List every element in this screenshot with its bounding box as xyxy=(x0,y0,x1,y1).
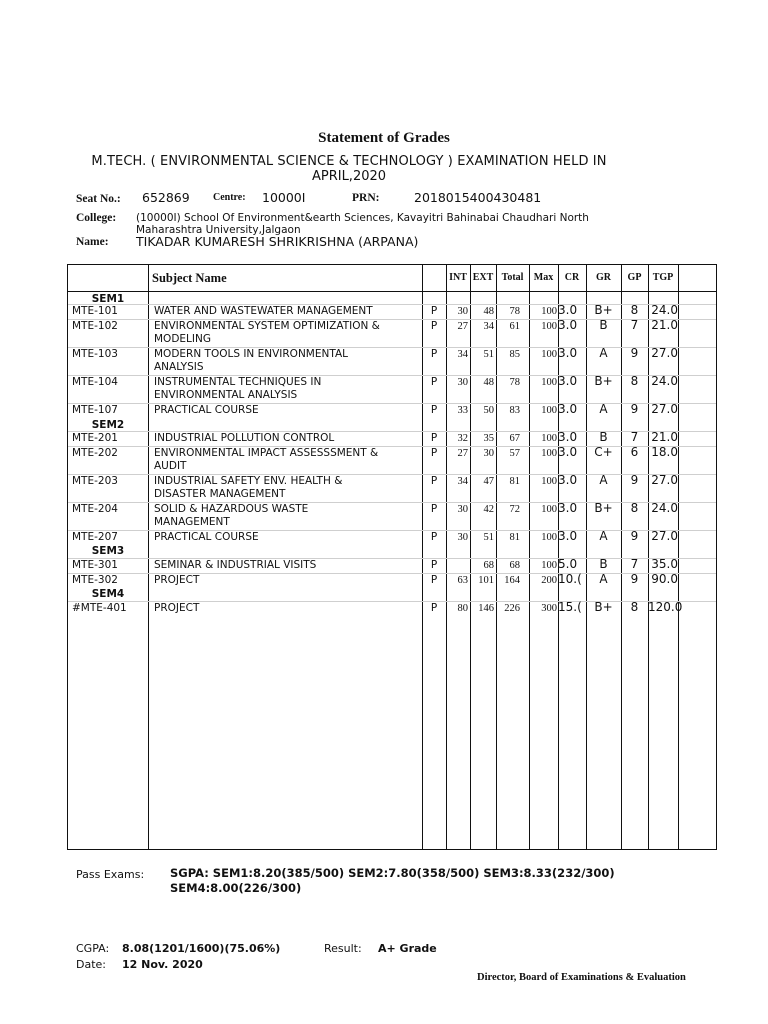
semester-label: SEM3 xyxy=(91,545,125,557)
cell-cr: 3.0 xyxy=(558,402,578,416)
cell-int: 33 xyxy=(457,405,468,416)
cell-p: P xyxy=(430,475,438,487)
cell-gp: 6 xyxy=(630,445,639,459)
cell-int: 30 xyxy=(457,306,468,317)
cell-ext: 50 xyxy=(483,405,494,416)
cell-max: 200 xyxy=(541,575,557,586)
cell-int: 63 xyxy=(457,575,468,586)
name-value: TIKADAR KUMARESH SHRIKRISHNA (ARPANA) xyxy=(136,234,419,249)
page-title: Statement of Grades xyxy=(318,130,450,146)
cell-ext: 48 xyxy=(483,377,494,388)
cell-max: 100 xyxy=(541,306,557,317)
cell-cr: 15.( xyxy=(558,600,582,614)
cell-int: 34 xyxy=(457,476,468,487)
cell-cr: 10.( xyxy=(558,572,582,586)
cell-ext: 35 xyxy=(483,433,494,444)
subject-name-cont: MODELING xyxy=(154,333,211,345)
cell-gp: 8 xyxy=(630,303,639,317)
centre-value: 10000I xyxy=(262,190,306,205)
cell-gp: 8 xyxy=(630,600,639,614)
subject-code: MTE-103 xyxy=(72,348,118,360)
prn-value: 2018015400430481 xyxy=(414,190,542,205)
cell-total: 72 xyxy=(509,504,520,515)
header-total: Total xyxy=(501,272,524,283)
cell-max: 100 xyxy=(541,448,557,459)
cell-ext: 146 xyxy=(478,603,494,614)
date-value: 12 Nov. 2020 xyxy=(122,958,203,971)
cell-cr: 3.0 xyxy=(558,318,578,332)
pass-exams-label: Pass Exams: xyxy=(76,868,145,881)
cell-gp: 9 xyxy=(630,473,639,487)
header-int: INT xyxy=(449,272,467,283)
cell-total: 67 xyxy=(509,433,520,444)
cell-ext: 51 xyxy=(483,349,494,360)
prn-label: PRN: xyxy=(352,192,380,204)
cell-int: 27 xyxy=(457,321,468,332)
cell-gr: B+ xyxy=(594,600,613,614)
subject-code: MTE-102 xyxy=(72,320,118,332)
college-line-1: (10000I) School Of Environment&earth Sciences, Kavayitri Bahinabai Chaudhari North xyxy=(136,212,589,224)
cell-int: 30 xyxy=(457,377,468,388)
header-cr: CR xyxy=(564,272,580,283)
cell-gr: B xyxy=(599,557,608,571)
header-subject: Subject Name xyxy=(152,271,227,285)
subject-name: PROJECT xyxy=(154,602,200,614)
cell-gr: B+ xyxy=(594,374,613,388)
cell-gr: A xyxy=(599,529,608,543)
cell-max: 100 xyxy=(541,433,557,444)
cell-max: 100 xyxy=(541,405,557,416)
cell-gp: 9 xyxy=(630,346,639,360)
result-label: Result: xyxy=(324,942,362,955)
cell-gr: B+ xyxy=(594,501,613,515)
cell-gp: 8 xyxy=(630,374,639,388)
cell-tgp: 24.0 xyxy=(651,374,678,388)
cell-ext: 68 xyxy=(483,560,494,571)
cell-ext: 34 xyxy=(483,321,494,332)
cell-p: P xyxy=(430,531,438,543)
cell-tgp: 24.0 xyxy=(651,501,678,515)
cell-p: P xyxy=(430,559,438,571)
subject-code: MTE-104 xyxy=(72,376,118,388)
cell-gr: A xyxy=(599,402,608,416)
subject-name: PRACTICAL COURSE xyxy=(154,404,259,416)
name-label: Name: xyxy=(76,236,109,248)
cell-p: P xyxy=(430,348,438,360)
college-line-2: Maharashtra University,Jalgaon xyxy=(136,224,301,236)
cell-cr: 3.0 xyxy=(558,303,578,317)
cell-tgp: 24.0 xyxy=(651,303,678,317)
cell-max: 100 xyxy=(541,476,557,487)
cell-gr: A xyxy=(599,473,608,487)
subject-code: MTE-204 xyxy=(72,503,118,515)
cell-p: P xyxy=(430,503,438,515)
cell-cr: 3.0 xyxy=(558,529,578,543)
cell-total: 83 xyxy=(509,405,520,416)
cell-cr: 3.0 xyxy=(558,445,578,459)
header-max: Max xyxy=(533,272,554,283)
cell-gr: B+ xyxy=(594,303,613,317)
grade-table xyxy=(67,264,717,850)
seat-value: 652869 xyxy=(142,190,190,205)
subject-name-cont: ENVIRONMENTAL ANALYSIS xyxy=(154,389,298,401)
cell-tgp: 90.0 xyxy=(651,572,678,586)
date-label: Date: xyxy=(76,958,106,971)
header-gp: GP xyxy=(627,272,642,283)
college-label: College: xyxy=(76,212,117,224)
subject-name-cont: DISASTER MANAGEMENT xyxy=(154,488,286,500)
cell-max: 100 xyxy=(541,321,557,332)
cell-gp: 9 xyxy=(630,572,639,586)
signature-title: Director, Board of Examinations & Evaluation xyxy=(477,972,686,983)
subject-code: MTE-201 xyxy=(72,432,118,444)
subject-name: INDUSTRIAL POLLUTION CONTROL xyxy=(154,432,335,444)
cell-tgp: 18.0 xyxy=(651,445,678,459)
subject-name: SEMINAR & INDUSTRIAL VISITS xyxy=(154,559,317,571)
cell-cr: 3.0 xyxy=(558,430,578,444)
subject-name: INSTRUMENTAL TECHNIQUES IN xyxy=(154,376,322,388)
subject-code: MTE-107 xyxy=(72,404,118,416)
cell-int: 30 xyxy=(457,532,468,543)
cell-cr: 3.0 xyxy=(558,346,578,360)
cell-max: 100 xyxy=(541,560,557,571)
cell-gp: 7 xyxy=(630,430,639,444)
subject-name-cont: MANAGEMENT xyxy=(154,516,230,528)
cell-total: 78 xyxy=(509,306,520,317)
exam-title-line-2: APRIL,2020 xyxy=(311,169,387,184)
cell-total: 85 xyxy=(509,349,520,360)
subject-code: MTE-101 xyxy=(72,305,118,317)
cell-tgp: 21.0 xyxy=(651,430,678,444)
cell-total: 226 xyxy=(504,603,520,614)
cell-cr: 3.0 xyxy=(558,501,578,515)
subject-code: MTE-202 xyxy=(72,447,118,459)
cell-ext: 51 xyxy=(483,532,494,543)
cell-tgp: 27.0 xyxy=(651,529,678,543)
cell-gr: A xyxy=(599,346,608,360)
header-tgp: TGP xyxy=(652,272,674,283)
subject-name: MODERN TOOLS IN ENVIRONMENTAL xyxy=(154,348,348,360)
cell-gp: 8 xyxy=(630,501,639,515)
subject-name: SOLID & HAZARDOUS WASTE xyxy=(154,503,309,515)
cell-p: P xyxy=(430,376,438,388)
cell-gp: 7 xyxy=(630,318,639,332)
subject-code: MTE-203 xyxy=(72,475,118,487)
cell-gr: A xyxy=(599,572,608,586)
cell-max: 100 xyxy=(541,532,557,543)
cell-gp: 9 xyxy=(630,529,639,543)
cell-p: P xyxy=(430,602,438,614)
centre-label: Centre: xyxy=(213,192,246,203)
cell-int: 30 xyxy=(457,504,468,515)
header-gr: GR xyxy=(596,272,611,283)
result-value: A+ Grade xyxy=(378,942,437,955)
cell-p: P xyxy=(430,305,438,317)
cell-max: 100 xyxy=(541,504,557,515)
sgpa-summary: SGPA: SEM1:8.20(385/500) SEM2:7.80(358/500) SEM3:8.33(232/300) SEM4:8.00(226/300) xyxy=(170,866,615,895)
cell-tgp: 27.0 xyxy=(651,346,678,360)
cell-p: P xyxy=(430,404,438,416)
subject-name-cont: AUDIT xyxy=(154,460,187,472)
seat-label: Seat No.: xyxy=(76,193,121,205)
cell-int: 80 xyxy=(457,603,468,614)
semester-label: SEM1 xyxy=(91,293,125,305)
cell-gr: B xyxy=(599,430,608,444)
cell-ext: 42 xyxy=(483,504,494,515)
exam-title-line-1: M.TECH. ( ENVIRONMENTAL SCIENCE & TECHNOLOGY ) EXAMINATION HELD IN xyxy=(91,154,607,169)
cell-int: 27 xyxy=(457,448,468,459)
subject-code: #MTE-401 xyxy=(72,602,127,614)
semester-label: SEM2 xyxy=(91,419,125,431)
cell-p: P xyxy=(430,574,438,586)
subject-name: INDUSTRIAL SAFETY ENV. HEALTH & xyxy=(154,475,343,487)
semester-label: SEM4 xyxy=(91,588,125,600)
col-divider xyxy=(148,265,149,849)
cell-cr: 5.0 xyxy=(558,557,578,571)
cell-total: 68 xyxy=(509,560,520,571)
cell-total: 61 xyxy=(509,321,520,332)
cell-ext: 48 xyxy=(483,306,494,317)
header-divider xyxy=(68,291,716,292)
cell-total: 57 xyxy=(509,448,520,459)
cell-cr: 3.0 xyxy=(558,473,578,487)
cell-gr: C+ xyxy=(594,445,613,459)
cell-p: P xyxy=(430,447,438,459)
cgpa-label: CGPA: xyxy=(76,942,110,955)
cell-cr: 3.0 xyxy=(558,374,578,388)
cell-max: 100 xyxy=(541,349,557,360)
cgpa-value: 8.08(1201/1600)(75.06%) xyxy=(122,942,281,955)
subject-name: PROJECT xyxy=(154,574,200,586)
subject-name: WATER AND WASTEWATER MANAGEMENT xyxy=(154,305,373,317)
cell-ext: 101 xyxy=(478,575,494,586)
cell-p: P xyxy=(430,432,438,444)
subject-code: MTE-301 xyxy=(72,559,118,571)
cell-total: 81 xyxy=(509,476,520,487)
cell-tgp: 35.0 xyxy=(651,557,678,571)
subject-name: ENVIRONMENTAL SYSTEM OPTIMIZATION & xyxy=(154,320,380,332)
cell-ext: 47 xyxy=(483,476,494,487)
cell-max: 100 xyxy=(541,377,557,388)
cell-total: 81 xyxy=(509,532,520,543)
cell-int: 32 xyxy=(457,433,468,444)
col-divider xyxy=(678,265,679,849)
cell-tgp: 21.0 xyxy=(651,318,678,332)
subject-name: PRACTICAL COURSE xyxy=(154,531,259,543)
cell-gp: 9 xyxy=(630,402,639,416)
cell-int: 34 xyxy=(457,349,468,360)
subject-code: MTE-207 xyxy=(72,531,118,543)
cell-total: 164 xyxy=(504,575,520,586)
cell-p: P xyxy=(430,320,438,332)
subject-code: MTE-302 xyxy=(72,574,118,586)
cell-tgp: 27.0 xyxy=(651,402,678,416)
cell-max: 300 xyxy=(541,603,557,614)
cell-gp: 7 xyxy=(630,557,639,571)
cell-tgp: 120.0 xyxy=(648,600,683,614)
cell-gr: B xyxy=(599,318,608,332)
cell-tgp: 27.0 xyxy=(651,473,678,487)
subject-name: ENVIRONMENTAL IMPACT ASSESSSMENT & xyxy=(154,447,379,459)
cell-total: 78 xyxy=(509,377,520,388)
cell-ext: 30 xyxy=(483,448,494,459)
header-ext: EXT xyxy=(472,272,494,283)
subject-name-cont: ANALYSIS xyxy=(154,361,204,373)
